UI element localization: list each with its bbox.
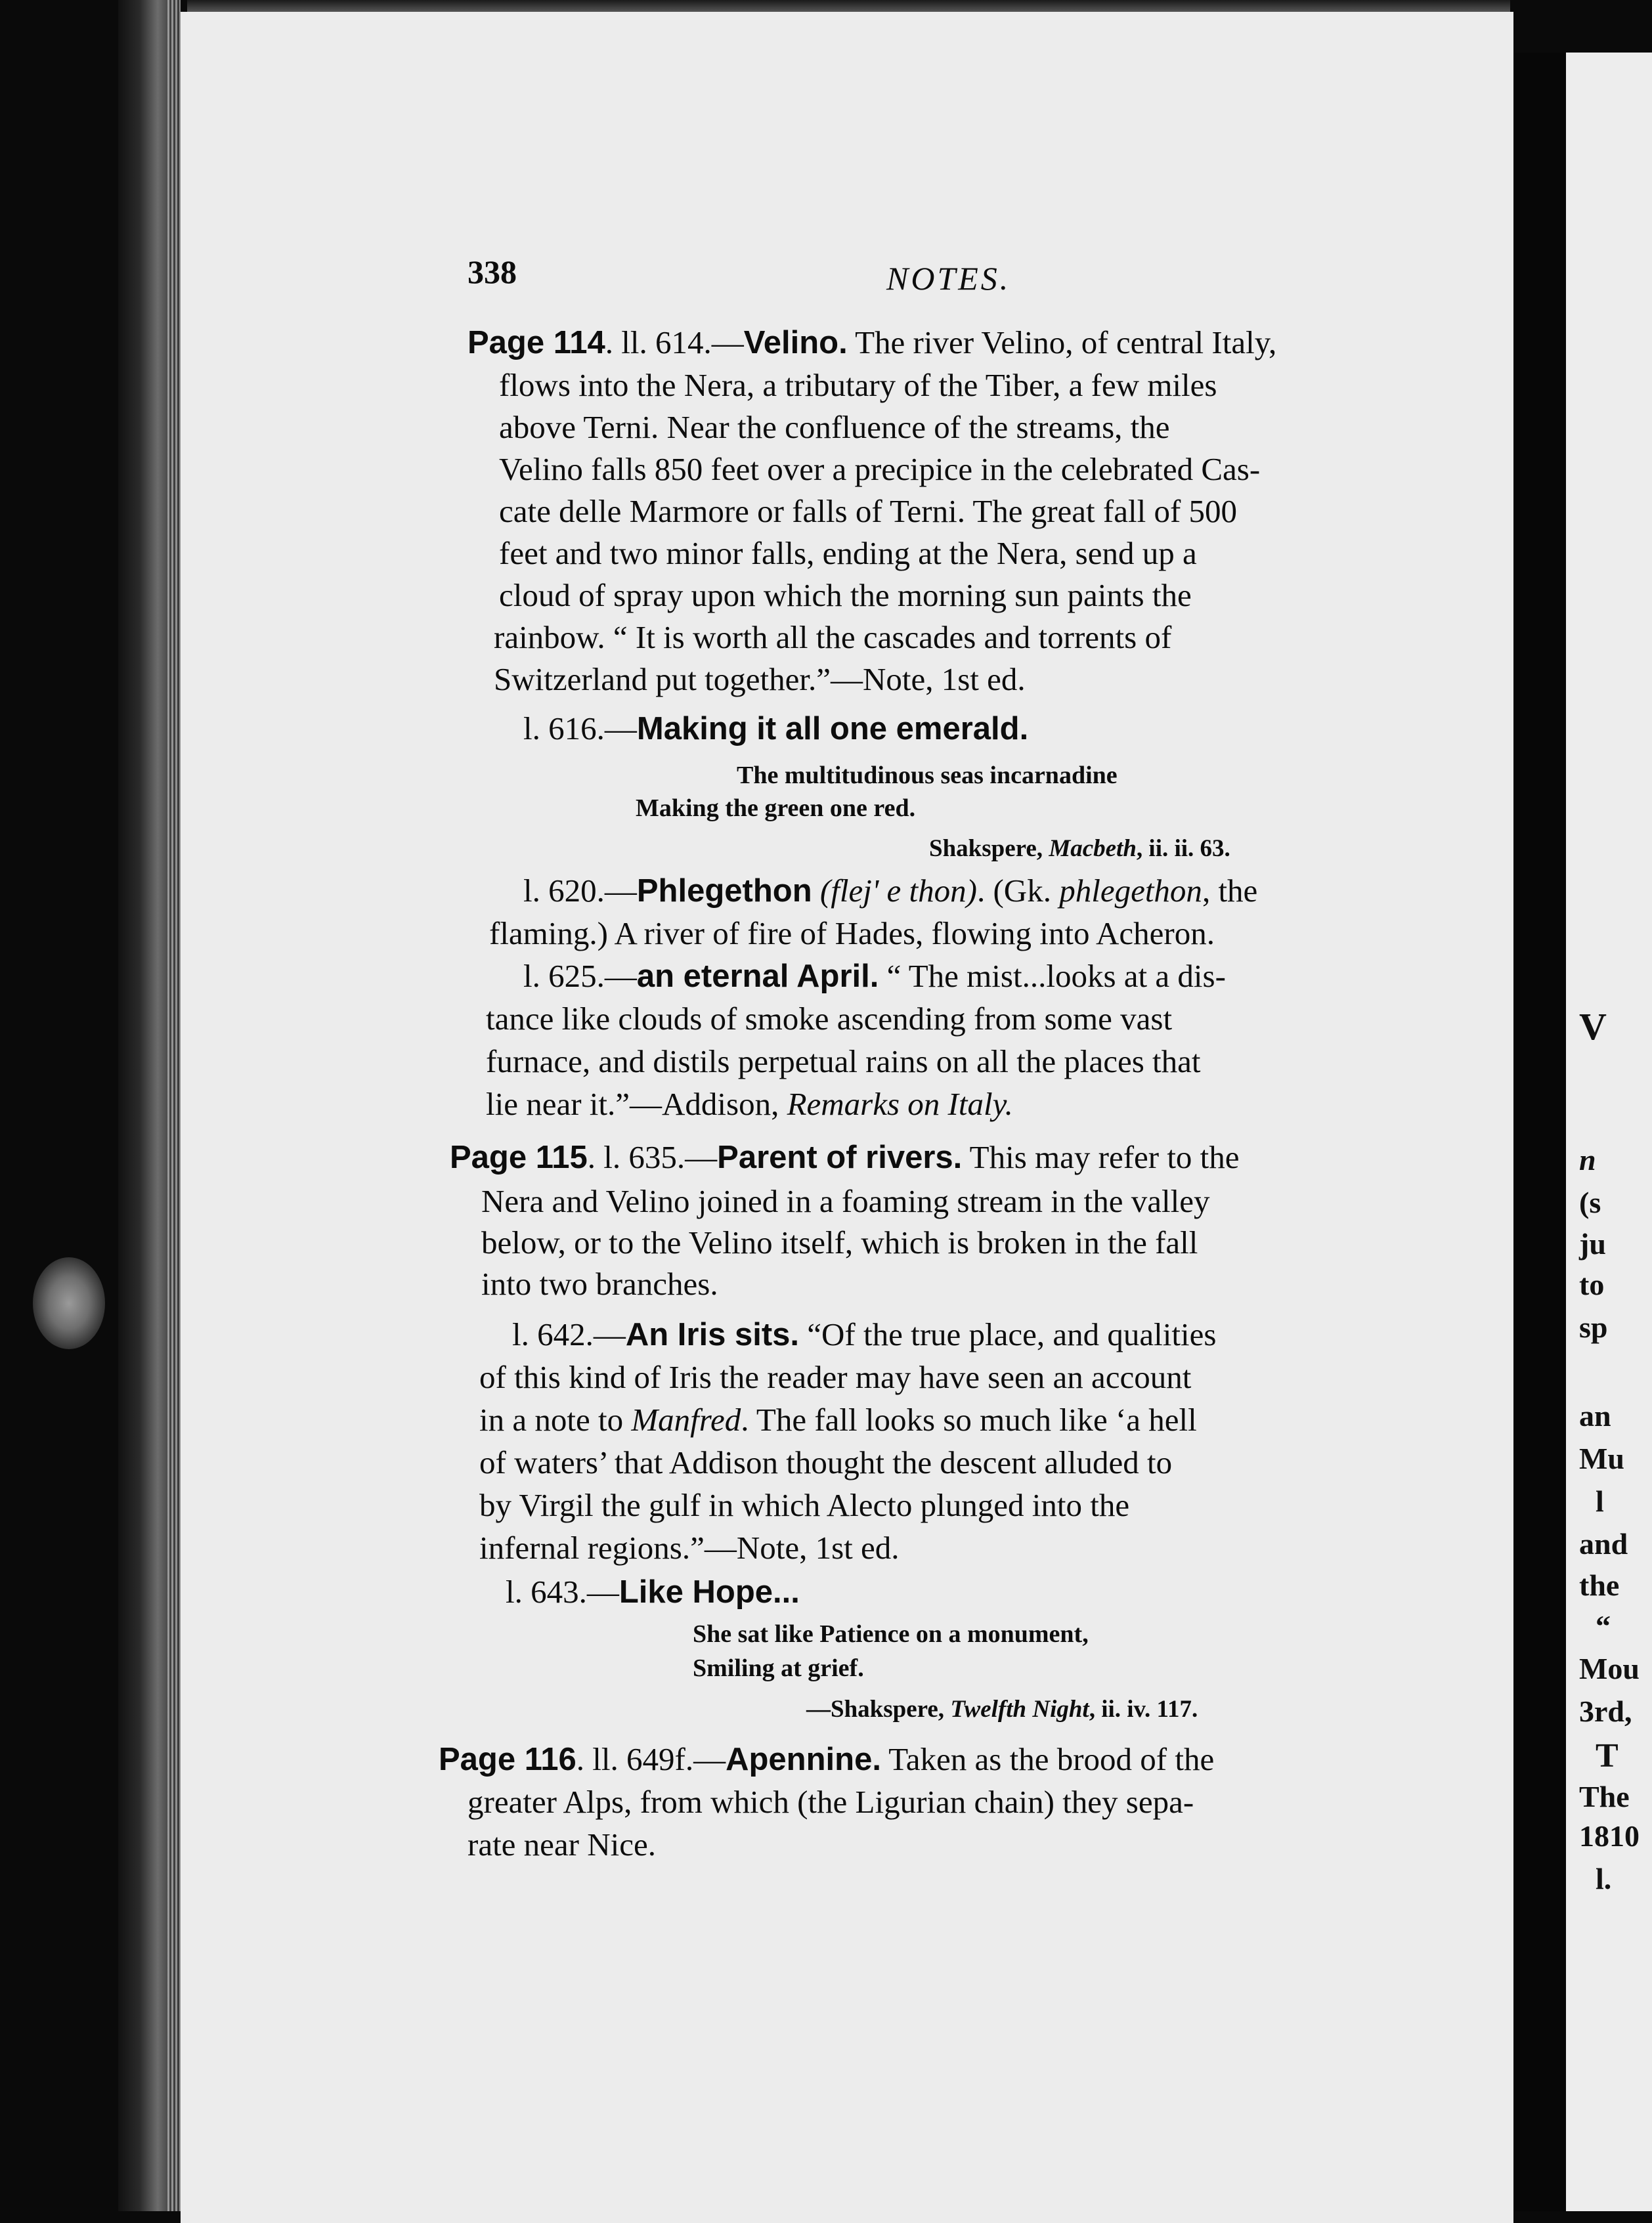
lemma: Velino. — [743, 325, 848, 360]
line-ref: l. 625.— — [523, 958, 637, 994]
lemma: Apennine. — [726, 1742, 881, 1777]
note-text: lie near it.”—Addison, — [486, 1086, 787, 1122]
line-ref: . l. 635.— — [587, 1139, 718, 1175]
facing-fragment: Mou — [1579, 1652, 1640, 1685]
facing-fragment: Mu — [1579, 1442, 1624, 1475]
cite-location: , ii. ii. 63. — [1136, 835, 1230, 862]
note-text: Taken as the brood of the — [880, 1741, 1215, 1777]
quote-citation — [929, 836, 1230, 861]
lemma: an eternal April. — [636, 959, 879, 994]
facing-fragment: sp — [1579, 1310, 1608, 1344]
note-l616 — [523, 712, 1028, 745]
facing-fragment: n — [1579, 1143, 1596, 1176]
note-l643 — [506, 1576, 800, 1608]
lemma: Phlegethon — [636, 873, 812, 909]
facing-fragment: an — [1579, 1399, 1611, 1433]
facing-fragment: (s — [1579, 1186, 1601, 1219]
note-text: of this kind of Iris the reader may have seen an account — [479, 1359, 1192, 1395]
facing-fragment: T — [1596, 1737, 1619, 1775]
page-ref-number: 116 — [524, 1742, 576, 1777]
note-text: by Virgil the gulf in which Alecto plunged into the — [479, 1487, 1130, 1523]
note-text: greater Alps, from which (the Ligurian chain) they sepa- — [467, 1784, 1194, 1820]
note-text — [479, 1404, 1197, 1436]
facing-fragment: The — [1579, 1780, 1630, 1813]
note-page-114 — [467, 326, 1276, 359]
pronunciation: (flej' e thon) — [819, 873, 977, 909]
facing-page-fragment — [1566, 53, 1652, 2211]
lemma: Making it all one emerald. — [636, 711, 1029, 746]
facing-fragment: 3rd, — [1579, 1694, 1632, 1728]
note-text: cate delle Marmore or falls of Terni. The great fall of 500 — [499, 493, 1238, 529]
note-text: into two branches. — [481, 1266, 718, 1302]
running-title: NOTES. — [886, 260, 1011, 297]
note-text: Switzerland put together.”—Note, 1st ed. — [494, 661, 1026, 697]
line-ref: . ll. 649f.— — [576, 1741, 726, 1777]
note-page-115 — [450, 1141, 1240, 1174]
cited-work: Remarks on Italy. — [787, 1086, 1013, 1122]
facing-fragment: and — [1579, 1527, 1628, 1561]
note-text: flaming.) A river of fire of Hades, flowing into Acheron. — [489, 915, 1215, 951]
facing-fragment: l — [1596, 1484, 1604, 1518]
cite-work: Twelfth Night — [950, 1696, 1089, 1723]
note-text: tance like clouds of smoke ascending from some vast — [486, 1001, 1173, 1037]
note-text: The river Velino, of central Italy, — [847, 324, 1277, 360]
page-number: 338 — [467, 253, 517, 290]
page-ref-label: Page — [450, 1140, 536, 1175]
cite-author: —Shakspere, — [806, 1696, 951, 1723]
note-l620 — [523, 874, 1257, 907]
verse-quote: Smiling at grief. — [693, 1654, 864, 1682]
line-ref: l. 620.— — [523, 873, 637, 909]
page-ref-label: Page — [439, 1742, 525, 1777]
facing-fragment: V — [1579, 1005, 1607, 1048]
note-text: furnace, and distils perpetual rains on all the places that — [486, 1043, 1201, 1079]
line-ref: l. 642.— — [512, 1316, 626, 1352]
note-l625 — [523, 960, 1226, 993]
lemma: An Iris sits. — [625, 1317, 800, 1352]
book-gutter — [1513, 53, 1566, 2211]
note-page-116 — [439, 1743, 1214, 1776]
note-text: rainbow. “ It is worth all the cascades and torrents of — [494, 619, 1172, 655]
line-ref: l. 643.— — [506, 1574, 619, 1610]
facing-fragment: “ — [1596, 1609, 1611, 1643]
page-ref-label: Page — [467, 325, 554, 360]
cite-location: , ii. iv. 117. — [1089, 1696, 1198, 1723]
cite-work: Macbeth — [1049, 835, 1137, 862]
note-text: Nera and Velino joined in a foaming stream in the valley — [481, 1183, 1210, 1219]
note-l642 — [512, 1318, 1216, 1351]
note-text: above Terni. Near the confluence of the streams, the — [499, 409, 1170, 445]
note-text: . The fall looks so much like ‘a hell — [741, 1402, 1197, 1438]
note-text — [486, 1088, 1013, 1120]
note-text: This may refer to the — [962, 1139, 1240, 1175]
note-text: , the — [1202, 873, 1258, 909]
note-text: feet and two minor falls, ending at the Nera, send up a — [499, 535, 1197, 571]
note-text: . (Gk. — [976, 873, 1060, 909]
verse-quote: She sat like Patience on a monument, — [693, 1620, 1089, 1648]
note-text: Velino falls 850 feet over a precipice in the celebrated Cas- — [499, 451, 1261, 487]
note-text: in a note to — [479, 1402, 632, 1438]
line-ref: l. 616.— — [523, 710, 637, 746]
lemma: Parent of rivers. — [717, 1140, 963, 1175]
page-ref-number: 114 — [553, 325, 605, 360]
greek-term: phlegethon — [1059, 873, 1202, 909]
page-stain — [33, 1257, 105, 1349]
note-text: below, or to the Velino itself, which is broken in the fall — [481, 1224, 1198, 1261]
note-text: infernal regions.”—Note, 1st ed. — [479, 1530, 900, 1566]
note-text: “Of the true place, and qualities — [799, 1316, 1217, 1352]
cite-author: Shakspere, — [929, 835, 1049, 862]
facing-fragment: the — [1579, 1568, 1620, 1602]
note-text: “ The mist...looks at a dis- — [879, 958, 1226, 994]
lemma: Like Hope... — [619, 1574, 800, 1610]
facing-fragment: 1810 — [1579, 1819, 1640, 1853]
facing-fragment: l. — [1596, 1862, 1612, 1895]
note-text: rate near Nice. — [467, 1826, 656, 1863]
quote-citation — [806, 1697, 1198, 1721]
note-text: flows into the Nera, a tributary of the Tiber, a few miles — [499, 367, 1217, 403]
note-text: cloud of spray upon which the morning sun paints the — [499, 577, 1192, 613]
note-text: of waters’ that Addison thought the descent alluded to — [479, 1444, 1173, 1480]
verse-quote: The multitudinous seas incarnadine — [737, 762, 1118, 789]
cited-work: Manfred — [631, 1402, 741, 1438]
facing-fragment: ju — [1579, 1227, 1606, 1261]
page-ref-number: 115 — [535, 1140, 588, 1175]
page-top-edge — [187, 0, 1510, 12]
line-ref: . ll. 614.— — [605, 324, 744, 360]
facing-fragment: to — [1579, 1268, 1605, 1301]
verse-quote: Making the green one red. — [636, 794, 916, 822]
